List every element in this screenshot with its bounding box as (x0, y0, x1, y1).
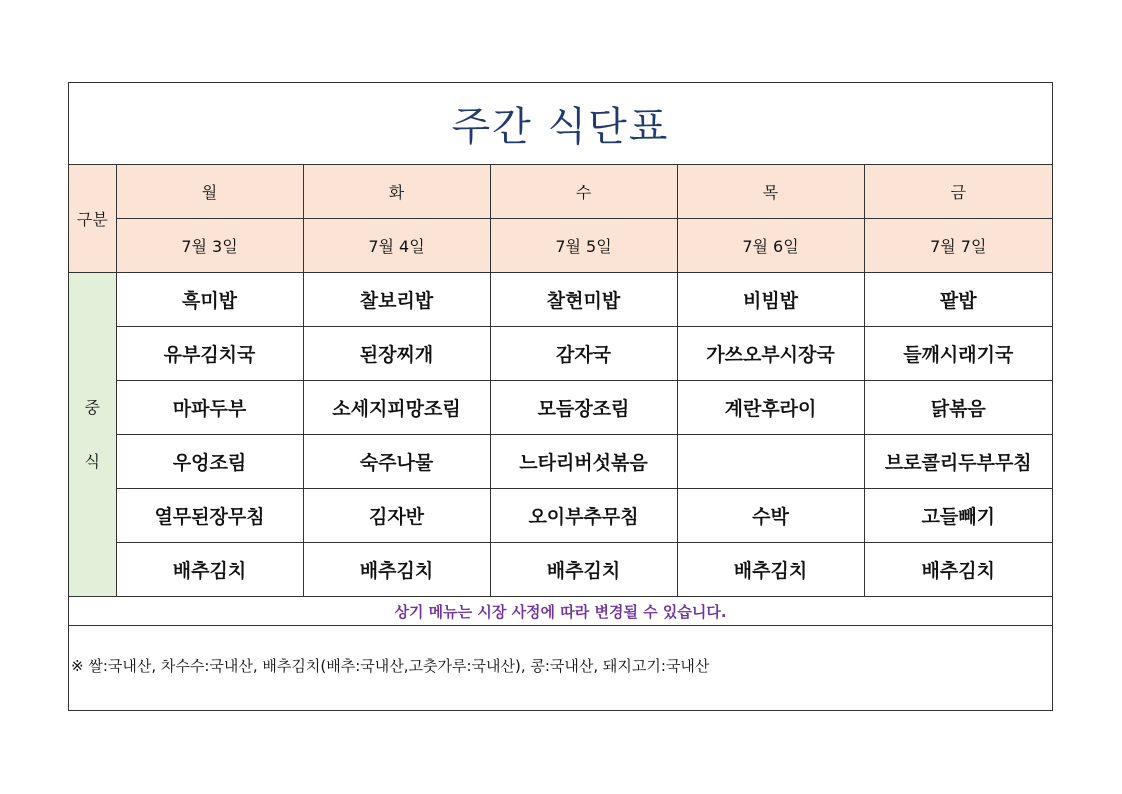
menu-change-notice: 상기 메뉴는 시장 사정에 따라 변경될 수 있습니다. (69, 597, 1052, 626)
dish-cell: 들깨시래기국 (864, 327, 1052, 381)
dish-row (69, 543, 1052, 597)
weekday-header: 금 (864, 165, 1052, 219)
dish-cell: 닭볶음 (864, 381, 1052, 435)
dish-cell: 계란후라이 (677, 381, 864, 435)
weekday-header: 화 (303, 165, 490, 219)
weekly-menu-table (69, 165, 1052, 626)
dish-cell: 배추김치 (116, 543, 303, 597)
weekday-header: 목 (677, 165, 864, 219)
dish-cell: 흑미밥 (116, 273, 303, 327)
dish-cell: 배추김치 (864, 543, 1052, 597)
dish-cell: 배추김치 (490, 543, 677, 597)
dish-cell: 가쓰오부시장국 (677, 327, 864, 381)
dish-row (69, 489, 1052, 543)
dish-row (69, 381, 1052, 435)
date-header: 7월 3일 (116, 219, 303, 273)
dish-cell: 우엉조림 (116, 435, 303, 489)
dish-cell: 감자국 (490, 327, 677, 381)
dish-cell: 열무된장무침 (116, 489, 303, 543)
dish-cell: 비빔밥 (677, 273, 864, 327)
meal-label-line: 식 (84, 451, 100, 471)
date-header: 7월 6일 (677, 219, 864, 273)
dish-cell: 찰보리밥 (303, 273, 490, 327)
dish-cell: 마파두부 (116, 381, 303, 435)
meal-label (69, 273, 116, 597)
dish-cell: 숙주나물 (303, 435, 490, 489)
date-header: 7월 7일 (864, 219, 1052, 273)
dish-cell: 배추김치 (677, 543, 864, 597)
dish-cell: 오이부추무침 (490, 489, 677, 543)
menu-sheet (68, 82, 1053, 711)
date-header: 7월 4일 (303, 219, 490, 273)
weekday-row (69, 165, 1052, 219)
dish-cell: 유부김치국 (116, 327, 303, 381)
dish-cell: 느타리버섯볶음 (490, 435, 677, 489)
origin-note: ※ 쌀:국내산, 차수수:국내산, 배추김치(배추:국내산,고춧가루:국내산), 콩:국내산, 돼지고기:국내산 (71, 657, 710, 675)
date-row (69, 219, 1052, 273)
dish-cell (677, 435, 864, 489)
meal-label-line: 중 (84, 397, 100, 417)
page-title: 주간 식단표 (69, 83, 1052, 165)
dish-row (69, 327, 1052, 381)
dish-cell: 팥밥 (864, 273, 1052, 327)
dish-cell: 배추김치 (303, 543, 490, 597)
dish-row (69, 435, 1052, 489)
weekday-header: 수 (490, 165, 677, 219)
dish-row (69, 273, 1052, 327)
date-header: 7월 5일 (490, 219, 677, 273)
weekday-header: 월 (116, 165, 303, 219)
category-label: 구분 (69, 165, 116, 273)
dish-cell: 찰현미밥 (490, 273, 677, 327)
dish-cell: 브로콜리두부무침 (864, 435, 1052, 489)
dish-cell: 모듬장조림 (490, 381, 677, 435)
dish-cell: 김자반 (303, 489, 490, 543)
notice-row (69, 597, 1052, 626)
dish-cell: 소세지피망조림 (303, 381, 490, 435)
dish-cell: 된장찌개 (303, 327, 490, 381)
dish-cell: 수박 (677, 489, 864, 543)
dish-cell: 고들빼기 (864, 489, 1052, 543)
